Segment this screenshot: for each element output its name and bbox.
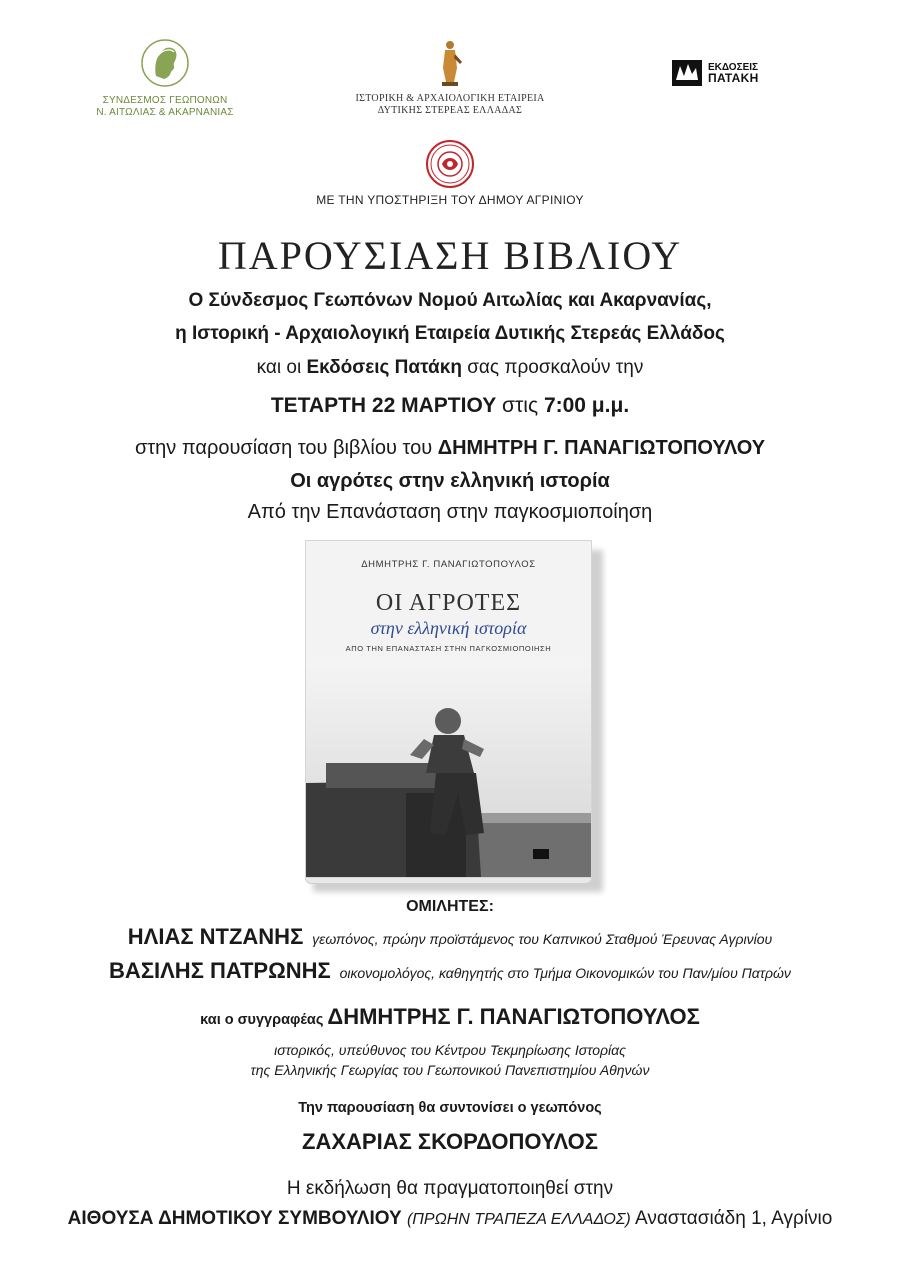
author-desc-line2: της Ελληνικής Γεωργίας του Γεωπονικού Πανεπιστημίου Αθηνών: [250, 1062, 650, 1078]
cover-author: ΔΗΜΗΤΡΗΣ Γ. ΠΑΝΑΓΙΩΤΟΠΟΥΛΟΣ: [361, 559, 536, 570]
cover-photo: [306, 663, 591, 877]
coordinator-intro: Την παρουσίαση θα συντονίσει ο γεωπόνος: [298, 1100, 602, 1116]
speakers-heading: ΟΜΙΛΗΤΕΣ:: [406, 898, 494, 915]
publisher-mark-icon: [670, 58, 704, 88]
venue-address: Αναστασιάδη 1, Αγρίνιο: [634, 1208, 833, 1229]
event-date: ΤΕΤΑΡΤΗ 22 ΜΑΡΤΙΟΥ: [270, 394, 497, 417]
event-datetime: ΤΕΤΑΡΤΗ 22 ΜΑΡΤΙΟΥ στις 7:00 μ.μ.: [270, 394, 630, 417]
invite-line1: Ο Σύνδεσμος Γεωπόνων Νομού Αιτωλίας και Ακαρνανίας,: [188, 290, 712, 311]
presentation-line: στην παρουσίαση του βιβλίου του ΔΗΜΗΤΡΗ Γ. ΠΑΝΑΓΙΩΤΟΠΟΥΛΟΥ: [134, 437, 766, 459]
historical-society-logo: [330, 38, 570, 117]
venue-place: ΑΙΘΟΥΣΑ ΔΗΜΟΤΙΚΟΥ ΣΥΜΒΟΥΛΙΟΥ: [67, 1208, 402, 1229]
athena-head-icon: [140, 36, 190, 90]
speaker-name: ΗΛΙΑΣ ΝΤΖΑΝΗΣ: [127, 924, 304, 949]
mid-logo-line1: ΙΣΤΟΡΙΚΗ & ΑΡΧΑΙΟΛΟΓΙΚΗ ΕΤΑΙΡΕΙΑ: [355, 93, 545, 104]
venue-line: [0, 1208, 900, 1230]
left-logo-line1: ΣΥΝΔΕΣΜΟΣ ΓΕΩΠΟΝΩΝ: [102, 95, 228, 106]
left-logo-line2: Ν. ΑΙΤΩΛΙΑΣ & ΑΚΑΡΝΑΝΙΑΣ: [96, 107, 234, 118]
book-title: Οι αγρότες στην ελληνική ιστορία: [290, 470, 610, 492]
invite-line3: και οι Εκδόσεις Πατάκη σας προσκαλούν την: [256, 357, 644, 378]
speaker-row: [0, 958, 900, 984]
author-name: ΔΗΜΗΤΡΗΣ Γ. ΠΑΝΑΓΙΩΤΟΠΟΥΛΟΣ: [327, 1004, 700, 1029]
author-desc-line1: ιστορικός, υπεύθυνος του Κέντρου Τεκμηρίωσης Ιστορίας: [274, 1042, 626, 1058]
coordinator-name: ΖΑΧΑΡΙΑΣ ΣΚΟΡΔΟΠΟΥΛΟΣ: [302, 1129, 598, 1154]
agronomists-association-logo: [90, 36, 240, 119]
publisher-line2: ΠΑΤΑΚΗ: [708, 71, 759, 85]
speaker-name: ΒΑΣΙΛΗΣ ΠΑΤΡΩΝΗΣ: [109, 958, 331, 983]
support-text: ΜΕ ΤΗΝ ΥΠΟΣΤΗΡΙΞΗ ΤΟΥ ΔΗΜΟΥ ΑΓΡΙΝΙΟΥ: [316, 193, 584, 207]
book-subtitle: Από την Επανάσταση στην παγκοσμιοποίηση: [247, 501, 653, 523]
municipality-seal: [420, 138, 480, 190]
speaker-row: [0, 924, 900, 950]
venue-former: (ΠΡΩΗΝ ΤΡΑΠΕΖΑ ΕΛΛΑΔΟΣ): [406, 1211, 631, 1228]
author-row: και ο συγγραφέας ΔΗΜΗΤΡΗΣ Γ. ΠΑΝΑΓΙΩΤΟΠΟΥΛΟΣ: [200, 1004, 700, 1029]
municipality-seal-icon: [420, 138, 480, 190]
event-time: 7:00 μ.μ.: [543, 394, 630, 417]
page-title: ΠΑΡΟΥΣΙΑΣΗ ΒΙΒΛΙΟΥ: [217, 233, 683, 278]
cover-publisher-mark: [533, 849, 549, 859]
publisher-line1: ΕΚΔΟΣΕΙΣ: [708, 62, 759, 73]
cover-subsubtitle: ΑΠΟ ΤΗΝ ΕΠΑΝΑΣΤΑΣΗ ΣΤΗΝ ΠΑΓΚΟΣΜΙΟΠΟΙΗΣΗ: [345, 644, 552, 653]
presentation-author: ΔΗΜΗΤΡΗ Γ. ΠΑΝΑΓΙΩΤΟΠΟΥΛΟΥ: [437, 437, 766, 459]
cover-title: ΟΙ ΑΓΡΟΤΕΣ: [375, 590, 522, 616]
publisher-name: Εκδόσεις Πατάκη: [306, 357, 462, 378]
speaker-description: γεωπόνος, πρώην προϊστάμενος του Καπνικού Σταθμού Έρευνας Αγρινίου: [312, 931, 773, 947]
cover-subtitle: στην ελληνική ιστορία: [370, 618, 527, 638]
patakis-publishers-logo: [670, 58, 790, 88]
statue-icon: [435, 38, 465, 88]
invite-line2: η Ιστορική - Αρχαιολογική Εταιρεία Δυτικής Στερεάς Ελλάδος: [175, 323, 725, 344]
venue-intro: Η εκδήλωση θα πραγματοποιηθεί στην: [286, 1178, 614, 1199]
book-cover-image: [305, 540, 598, 880]
speaker-description: οικονομολόγος, καθηγητής στο Τμήμα Οικονομικών του Παν/μίου Πατρών: [339, 965, 791, 981]
mid-logo-line2: ΔΥΤΙΚΗΣ ΣΤΕΡΕΑΣ ΕΛΛΑΔΑΣ: [377, 105, 523, 116]
